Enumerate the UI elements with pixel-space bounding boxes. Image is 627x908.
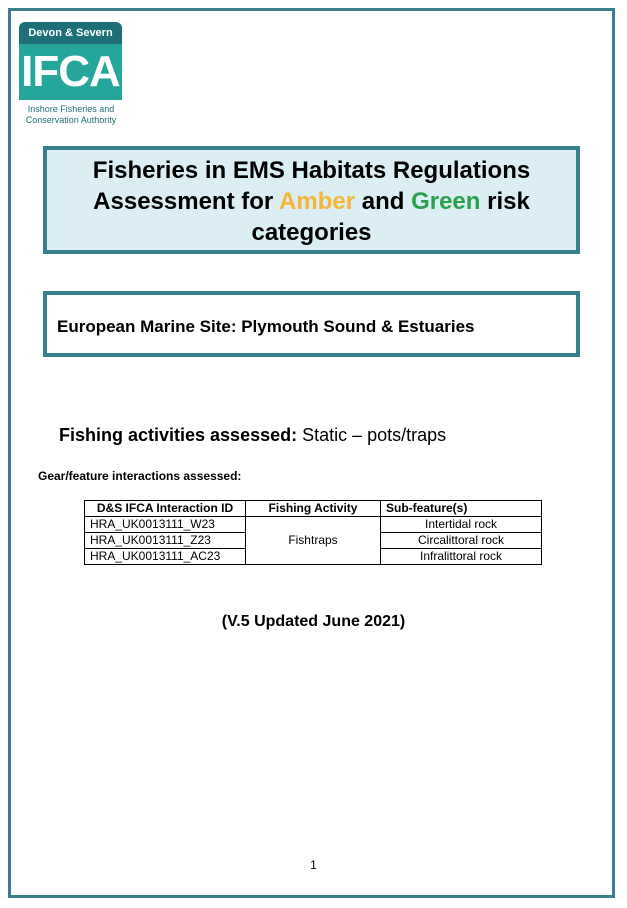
header-id: D&S IFCA Interaction ID xyxy=(85,501,246,517)
header-subfeature: Sub-feature(s) xyxy=(381,501,542,517)
table-header-row xyxy=(85,501,542,517)
green-word: Green xyxy=(411,188,481,215)
fishing-activities: Fishing activities assessed: Static – pots/traps xyxy=(59,425,447,445)
page-border xyxy=(8,8,615,898)
ifca-logo xyxy=(17,20,125,128)
gear-heading: Gear/feature interactions assessed: xyxy=(38,469,242,483)
interaction-table xyxy=(84,500,542,565)
title-box xyxy=(43,146,580,254)
site-box xyxy=(43,291,580,357)
header-activity: Fishing Activity xyxy=(246,501,381,517)
table-row: HRA_UK0013111_Z23 Circalittoral rock xyxy=(85,533,542,549)
logo-main-text: IFCA xyxy=(21,47,120,96)
activity-cell: Fishtraps xyxy=(246,517,381,565)
table-row: HRA_UK0013111_AC23 Infralittoral rock xyxy=(85,549,542,565)
table-row: HRA_UK0013111_W23 Fishtraps Intertidal rock xyxy=(85,517,542,533)
logo-tab-text: Devon & Severn xyxy=(19,22,122,44)
site-label: European Marine Site: Plymouth Sound & Estuaries xyxy=(57,317,475,336)
amber-word: Amber xyxy=(279,188,356,215)
document-title: Fisheries in EMS Habitats Regulations Assessment for Amber and Green risk categories xyxy=(92,157,531,246)
page-number: 1 xyxy=(310,858,317,872)
version-text: (V.5 Updated June 2021) xyxy=(221,613,406,630)
logo-subtitle: Inshore Fisheries and Conservation Authority xyxy=(25,104,117,125)
